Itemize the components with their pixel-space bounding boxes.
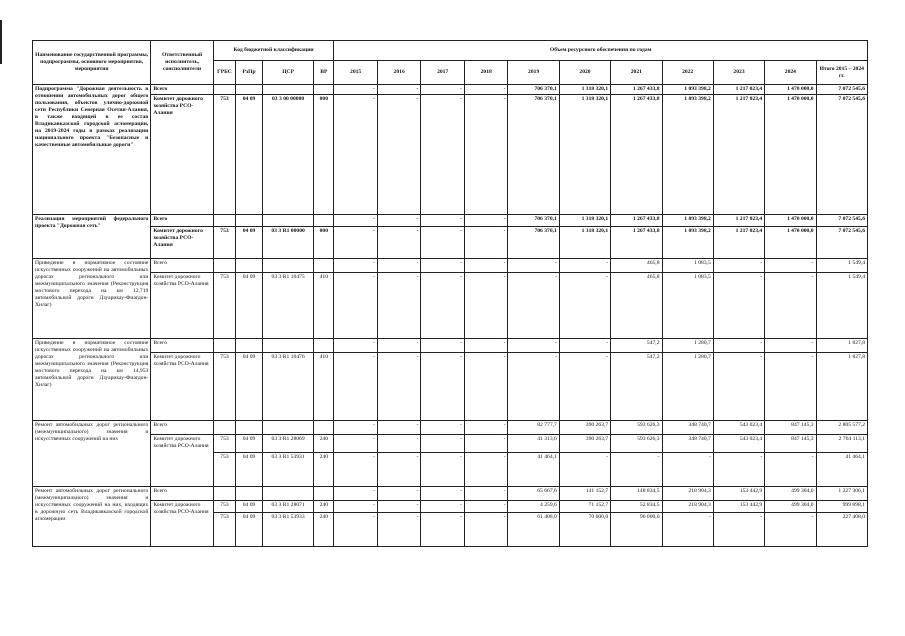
year-value-cell: -: [765, 273, 816, 339]
year-value-cell: -: [334, 85, 378, 95]
executor-cell: Комитет дорожного хозяйства РСО-Алания: [151, 435, 214, 487]
code-vr-cell: 240: [314, 435, 334, 453]
year-value-cell: -: [421, 487, 465, 501]
year-value-cell: -: [464, 353, 508, 421]
code-vr-cell: [314, 421, 334, 435]
year-value-cell: 1 318 320,1: [559, 215, 610, 227]
year-value-cell: -: [559, 453, 610, 487]
code-csr-cell: 03 3 R1 53931: [262, 453, 313, 487]
year-value-cell: -: [559, 259, 610, 273]
code-rzpr-cell: [236, 487, 263, 501]
year-value-cell: -: [334, 513, 378, 547]
year-value-cell: 1 470 000,0: [765, 95, 816, 215]
year-value-cell: 65 667,6: [508, 487, 559, 501]
year-value-cell: -: [377, 215, 421, 227]
table-row: [33, 421, 868, 435]
year-value-cell: 593 626,3: [611, 435, 662, 453]
code-rzpr-cell: [236, 421, 263, 435]
activity-name: Реализация мероприятий федерального проекта "Дорожная сеть": [33, 215, 151, 259]
year-value-cell: 1 318 320,1: [559, 227, 610, 259]
code-grbs-cell: [213, 85, 235, 95]
year-value-cell: 96 000,0: [611, 513, 662, 547]
code-csr-cell: 03 3 00 00000: [262, 95, 313, 215]
year-value-cell: 1 217 023,4: [713, 215, 764, 227]
year-value-cell: -: [713, 513, 764, 547]
code-grbs-cell: 753: [213, 273, 235, 339]
year-value-cell: 218 904,3: [662, 487, 713, 501]
year-value-cell: -: [464, 227, 508, 259]
code-rzpr-cell: 04 09: [236, 273, 263, 339]
year-value-cell: -: [421, 95, 465, 215]
year-value-cell: -: [713, 453, 764, 487]
code-vr-cell: 410: [314, 353, 334, 421]
year-value-cell: -: [334, 435, 378, 453]
year-value-cell: 1 217 023,4: [713, 85, 764, 95]
year-value-cell: 348 740,7: [662, 435, 713, 453]
executor-cell: Всего: [151, 421, 214, 435]
year-value-cell: -: [377, 85, 421, 95]
header-year: 2015: [334, 61, 378, 85]
year-value-cell: 390 263,7: [559, 435, 610, 453]
code-csr-cell: [262, 259, 313, 273]
year-value-cell: 543 023,4: [713, 421, 764, 435]
executor-cell: Комитет дорожного хозяйства РСО-Алания: [151, 353, 214, 421]
executor-cell: Комитет дорожного хозяйства РСО-Алания: [151, 273, 214, 339]
year-value-cell: -: [559, 339, 610, 353]
year-value-cell: -: [421, 421, 465, 435]
header-vr: ВР: [314, 61, 334, 85]
year-value-cell: -: [334, 215, 378, 227]
year-value-cell: -: [421, 227, 465, 259]
year-value-cell: -: [662, 513, 713, 547]
year-value-cell: -: [559, 273, 610, 339]
year-value-cell: 465,8: [611, 273, 662, 339]
year-value-cell: -: [334, 259, 378, 273]
year-value-cell: -: [334, 421, 378, 435]
total-cell: 41 464,1: [816, 453, 867, 487]
year-value-cell: 706 370,1: [508, 85, 559, 95]
activity-name: Подпрограмма "Дорожная деятельность в отношении автомобильных дорог общего пользования, объектов улично-дорожной сети Республики Северная Осетия-Алания, в также входящей в ее состав Владикавказской городской агломерации, на 2019-2024 годы в рамках реализации национального проекта "Безопасные и качественные автомобильные дороги": [33, 85, 151, 215]
executor-cell: Всего: [151, 259, 214, 273]
year-value-cell: -: [377, 453, 421, 487]
header-year: 2024: [765, 61, 816, 85]
year-value-cell: 1 267 433,8: [611, 85, 662, 95]
scan-edge-mark: [0, 20, 2, 64]
year-value-cell: 148 834,5: [611, 487, 662, 501]
total-cell: 7 072 545,6: [816, 215, 867, 227]
year-value-cell: -: [334, 95, 378, 215]
table-row: [33, 259, 868, 273]
year-value-cell: 1 093 398,2: [662, 215, 713, 227]
code-rzpr-cell: 04 09: [236, 435, 263, 453]
year-value-cell: 1 267 433,8: [611, 215, 662, 227]
header-volume: Объем ресурсного обеспечения по годам: [334, 41, 868, 61]
year-value-cell: -: [765, 353, 816, 421]
code-grbs-cell: 753: [213, 453, 235, 487]
code-csr-cell: 03 3 R1 00000: [262, 227, 313, 259]
code-rzpr-cell: [236, 259, 263, 273]
code-grbs-cell: [213, 259, 235, 273]
total-cell: 7 072 545,6: [816, 85, 867, 95]
year-value-cell: -: [421, 273, 465, 339]
code-rzpr-cell: 04 09: [236, 353, 263, 421]
year-value-cell: 593 626,3: [611, 421, 662, 435]
header-year: 2021: [611, 61, 662, 85]
year-value-cell: -: [464, 85, 508, 95]
total-cell: 7 072 545,6: [816, 227, 867, 259]
activity-name: Приведение в нормативное состояние искусственных сооружений на автомобильных дорогах регионального или межмуниципального значения (Реконструкция мостового перехода на км 14,953 автомобильной дороги Дзуарикау-Фиагдон-Хилаг): [33, 339, 151, 421]
header-exec: Ответственный исполнитель, соисполнители: [151, 41, 214, 85]
year-value-cell: -: [377, 513, 421, 547]
header-year: 2023: [713, 61, 764, 85]
year-value-cell: -: [611, 453, 662, 487]
code-vr-cell: 240: [314, 513, 334, 547]
code-vr-cell: [314, 215, 334, 227]
code-csr-cell: [262, 215, 313, 227]
year-value-cell: -: [421, 353, 465, 421]
year-value-cell: 390 263,7: [559, 421, 610, 435]
code-csr-cell: [262, 421, 313, 435]
year-value-cell: -: [464, 453, 508, 487]
code-grbs-cell: 753: [213, 513, 235, 547]
year-value-cell: 547,2: [611, 353, 662, 421]
year-value-cell: 348 740,7: [662, 421, 713, 435]
year-value-cell: -: [421, 501, 465, 513]
header-total: Итого 2015 – 2024 гг.: [816, 61, 867, 85]
code-vr-cell: [314, 339, 334, 353]
year-value-cell: -: [508, 339, 559, 353]
year-value-cell: -: [377, 421, 421, 435]
year-value-cell: -: [508, 273, 559, 339]
year-value-cell: 706 370,1: [508, 227, 559, 259]
year-value-cell: -: [334, 273, 378, 339]
year-value-cell: 61 408,0: [508, 513, 559, 547]
code-rzpr-cell: [236, 85, 263, 95]
code-rzpr-cell: 04 09: [236, 501, 263, 513]
year-value-cell: -: [334, 339, 378, 353]
year-value-cell: 543 023,4: [713, 435, 764, 453]
year-value-cell: 465,8: [611, 259, 662, 273]
activity-name: Ремонт автомобильных дорог регионального (межмуниципального) значения и искусственных сооружений на них, входящих в дорожную сеть Владикавказской городской агломерации: [33, 487, 151, 547]
executor-cell: Всего: [151, 215, 214, 227]
year-value-cell: 4 259,6: [508, 501, 559, 513]
code-csr-cell: 03 3 R1 53933: [262, 513, 313, 547]
code-vr-cell: 240: [314, 453, 334, 487]
header-rzpr: РзПр: [236, 61, 263, 85]
code-vr-cell: [314, 487, 334, 501]
code-csr-cell: [262, 339, 313, 353]
year-value-cell: -: [464, 215, 508, 227]
code-csr-cell: [262, 487, 313, 501]
header-code: Код бюджетной классификации: [213, 41, 334, 61]
total-cell: 7 072 545,6: [816, 95, 867, 215]
budget-table-sheet: [32, 40, 868, 547]
year-value-cell: 1 083,5: [662, 259, 713, 273]
year-value-cell: -: [377, 435, 421, 453]
year-value-cell: -: [377, 273, 421, 339]
table-row: [33, 95, 868, 215]
resource-table: [32, 40, 868, 547]
year-value-cell: -: [421, 339, 465, 353]
year-value-cell: 141 152,7: [559, 487, 610, 501]
year-value-cell: 1 267 433,8: [611, 227, 662, 259]
year-value-cell: -: [713, 339, 764, 353]
code-csr-cell: 03 3 R1 10476: [262, 353, 313, 421]
year-value-cell: -: [713, 259, 764, 273]
year-value-cell: -: [508, 259, 559, 273]
year-value-cell: -: [334, 353, 378, 421]
code-csr-cell: 03 3 R1 28069: [262, 435, 313, 453]
code-grbs-cell: 753: [213, 501, 235, 513]
year-value-cell: -: [464, 513, 508, 547]
year-value-cell: 1 093 398,2: [662, 227, 713, 259]
total-cell: 1 549,4: [816, 259, 867, 273]
header-year: 2018: [464, 61, 508, 85]
table-row: [33, 353, 868, 421]
year-value-cell: -: [765, 513, 816, 547]
year-value-cell: -: [377, 227, 421, 259]
year-value-cell: -: [334, 453, 378, 487]
code-vr-cell: 240: [314, 501, 334, 513]
year-value-cell: -: [421, 85, 465, 95]
table-row: [33, 215, 868, 227]
code-vr-cell: 000: [314, 227, 334, 259]
executor-cell: Комитет дорожного хозяйства РСО-Алания: [151, 501, 214, 547]
code-rzpr-cell: 04 09: [236, 453, 263, 487]
year-value-cell: -: [377, 339, 421, 353]
table-row: [33, 487, 868, 501]
year-value-cell: -: [464, 487, 508, 501]
year-value-cell: -: [765, 453, 816, 487]
year-value-cell: -: [464, 435, 508, 453]
header-year: 2020: [559, 61, 610, 85]
code-rzpr-cell: [236, 215, 263, 227]
year-value-cell: 847 145,3: [765, 421, 816, 435]
year-value-cell: -: [713, 273, 764, 339]
total-cell: 1 827,8: [816, 339, 867, 353]
table-row: [33, 501, 868, 513]
year-value-cell: -: [334, 487, 378, 501]
executor-cell: Всего: [151, 487, 214, 501]
executor-cell: Комитет дорожного хозяйства РСО-Алания: [151, 227, 214, 259]
code-csr-cell: 03 3 R1 10475: [262, 273, 313, 339]
year-value-cell: 218 904,3: [662, 501, 713, 513]
year-value-cell: 1 470 000,0: [765, 215, 816, 227]
year-value-cell: 52 834,5: [611, 501, 662, 513]
year-value-cell: 499 304,0: [765, 501, 816, 513]
code-rzpr-cell: 04 09: [236, 227, 263, 259]
year-value-cell: 153 442,9: [713, 501, 764, 513]
code-grbs-cell: [213, 487, 235, 501]
year-value-cell: 547,2: [611, 339, 662, 353]
code-rzpr-cell: 04 09: [236, 513, 263, 547]
year-value-cell: -: [421, 435, 465, 453]
year-value-cell: 1 470 000,0: [765, 85, 816, 95]
year-value-cell: 1 318 320,1: [559, 85, 610, 95]
year-value-cell: -: [377, 259, 421, 273]
year-value-cell: -: [464, 273, 508, 339]
code-csr-cell: [262, 85, 313, 95]
year-value-cell: -: [421, 453, 465, 487]
year-value-cell: 847 145,3: [765, 435, 816, 453]
total-cell: 1 549,4: [816, 273, 867, 339]
year-value-cell: -: [377, 501, 421, 513]
year-value-cell: -: [464, 339, 508, 353]
year-value-cell: -: [765, 339, 816, 353]
year-value-cell: 499 304,0: [765, 487, 816, 501]
total-cell: 1 827,8: [816, 353, 867, 421]
year-value-cell: 1 093 398,2: [662, 85, 713, 95]
table-row: [33, 227, 868, 259]
year-value-cell: 1 217 023,4: [713, 227, 764, 259]
year-value-cell: -: [713, 353, 764, 421]
year-value-cell: -: [421, 513, 465, 547]
year-value-cell: -: [377, 353, 421, 421]
header-year: 2016: [377, 61, 421, 85]
year-value-cell: 41 464,1: [508, 453, 559, 487]
total-cell: 999 898,1: [816, 501, 867, 513]
code-rzpr-cell: [236, 339, 263, 353]
year-value-cell: 1 280,7: [662, 339, 713, 353]
code-grbs-cell: 753: [213, 353, 235, 421]
year-value-cell: 1 280,7: [662, 353, 713, 421]
year-value-cell: -: [421, 215, 465, 227]
year-value-cell: -: [464, 95, 508, 215]
year-value-cell: -: [377, 95, 421, 215]
code-vr-cell: 000: [314, 95, 334, 215]
code-grbs-cell: 753: [213, 435, 235, 453]
header-year: 2019: [508, 61, 559, 85]
year-value-cell: 82 777,7: [508, 421, 559, 435]
year-value-cell: 71 152,7: [559, 501, 610, 513]
code-grbs-cell: [213, 421, 235, 435]
year-value-cell: 1 318 320,1: [559, 95, 610, 215]
year-value-cell: -: [508, 353, 559, 421]
total-cell: 2 805 577,2: [816, 421, 867, 435]
table-row: [33, 435, 868, 453]
year-value-cell: -: [334, 501, 378, 513]
year-value-cell: -: [662, 453, 713, 487]
year-value-cell: -: [464, 421, 508, 435]
code-grbs-cell: 753: [213, 95, 235, 215]
code-grbs-cell: 753: [213, 227, 235, 259]
activity-name: Ремонт автомобильных дорог регионального (межмуниципального) значения и искусственных сооружений на них: [33, 421, 151, 487]
year-value-cell: 1 083,5: [662, 273, 713, 339]
code-grbs-cell: [213, 339, 235, 353]
year-value-cell: 41 313,6: [508, 435, 559, 453]
activity-name: Приведение в нормативное состояние искусственных сооружений на автомобильных дорогах регионального или межмуниципального значения (Реконструкция мостового перехода на км 12,719 автомобильной дороги Дзуарикау-Фиагдон-Хилаг): [33, 259, 151, 339]
code-csr-cell: 03 3 R1 28071: [262, 501, 313, 513]
header-year: 2017: [421, 61, 465, 85]
executor-cell: Комитет дорожного хозяйства РСО-Алания: [151, 95, 214, 215]
year-value-cell: 70 000,0: [559, 513, 610, 547]
total-cell: 227 408,0: [816, 513, 867, 547]
year-value-cell: -: [377, 487, 421, 501]
table-row: [33, 273, 868, 339]
year-value-cell: 1 267 433,8: [611, 95, 662, 215]
year-value-cell: -: [334, 227, 378, 259]
total-cell: 1 227 306,1: [816, 487, 867, 501]
header-csr: ЦСР: [262, 61, 313, 85]
year-value-cell: 153 442,9: [713, 487, 764, 501]
executor-cell: Всего: [151, 339, 214, 353]
year-value-cell: -: [559, 353, 610, 421]
code-vr-cell: [314, 85, 334, 95]
year-value-cell: 1 217 023,4: [713, 95, 764, 215]
code-vr-cell: 410: [314, 273, 334, 339]
executor-cell: Всего: [151, 85, 214, 95]
header-year: 2022: [662, 61, 713, 85]
header-grbs: ГРБС: [213, 61, 235, 85]
year-value-cell: 1 093 398,2: [662, 95, 713, 215]
year-value-cell: -: [765, 259, 816, 273]
table-row: [33, 339, 868, 353]
year-value-cell: 706 370,1: [508, 95, 559, 215]
total-cell: 2 764 113,1: [816, 435, 867, 453]
code-rzpr-cell: 04 09: [236, 95, 263, 215]
table-row: [33, 85, 868, 95]
code-vr-cell: [314, 259, 334, 273]
header-name: Наименование государственной программы, подпрограммы, основного мероприятия, мероприятия: [33, 41, 151, 85]
code-grbs-cell: [213, 215, 235, 227]
year-value-cell: -: [464, 259, 508, 273]
year-value-cell: -: [421, 259, 465, 273]
year-value-cell: 1 470 000,0: [765, 227, 816, 259]
year-value-cell: -: [464, 501, 508, 513]
year-value-cell: 706 370,1: [508, 215, 559, 227]
table-body: [33, 85, 868, 547]
